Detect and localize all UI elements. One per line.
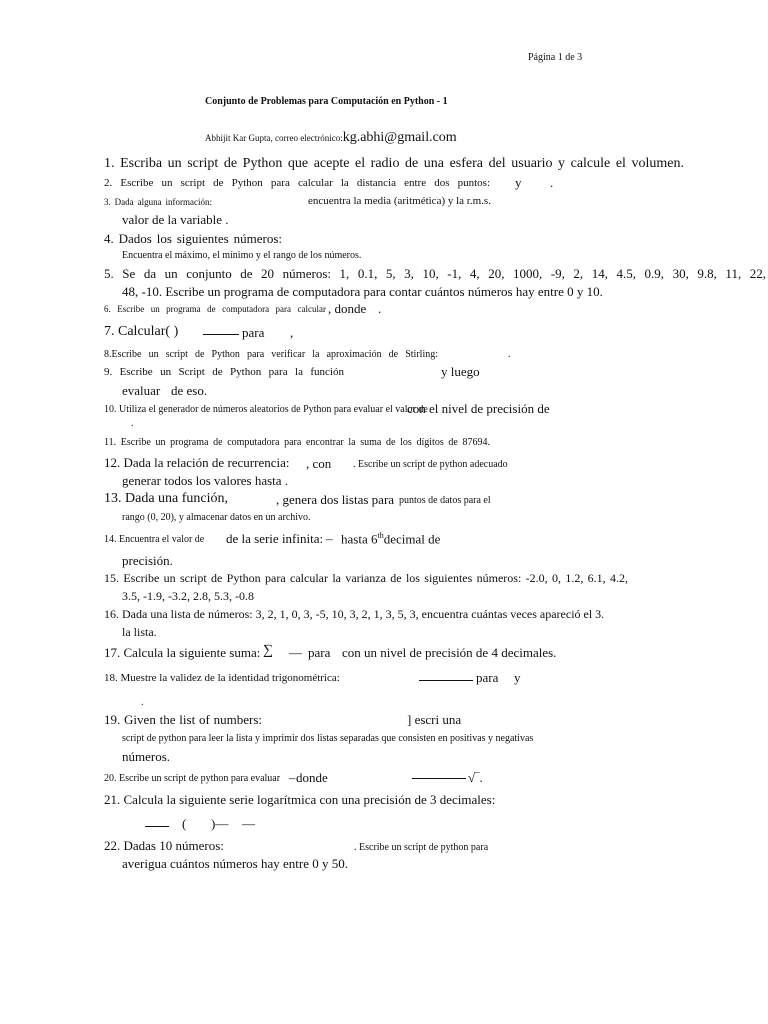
problem-9: 9. Escribe un Script de Python para la función <box>104 366 344 378</box>
problem-15-numbers: 3.5, -1.9, -3.2, 2.8, 5.3, -0.8 <box>122 589 254 603</box>
problem-4-task: Encuentra el máximo, el mínimo y el rango de los números. <box>122 250 362 261</box>
problem-17-dash: — <box>289 645 302 660</box>
problem-21-dash: — <box>242 816 255 831</box>
problem-16: 16. Dada una lista de números: 3, 2, 1, 0, 3, -5, 10, 3, 2, 1, 3, 5, 3, encuentra cuántas veces apareció el 3. <box>104 607 605 621</box>
problem-14-decimal: decimal de <box>383 531 441 547</box>
problem-19-task: script de python para leer la lista y imprimir dos listas separadas que consisten en positivas y negativas <box>122 733 534 744</box>
problem-6-where: , donde <box>328 301 367 316</box>
problem-20-where: donde <box>296 770 328 785</box>
problem-13-lists: , genera dos listas para <box>276 492 395 507</box>
problem-10-end: . <box>131 418 134 429</box>
problem-10-precision: con el nivel de precisión de <box>407 401 550 416</box>
problem-3-variable: valor de la variable . <box>122 212 229 227</box>
problem-15: 15. Escribe un script de Python para calcular la varianza de los siguientes números: -2.0, 0, 1.2, 6.1, 4.2, <box>104 571 628 585</box>
problem-14-series: de la serie infinita: <box>226 531 324 546</box>
problem-14: 14. Encuentra el valor de <box>104 534 205 545</box>
problem-7-for: para <box>242 325 265 340</box>
problem-20: 20. Escribe un script de python para evaluar <box>104 773 281 784</box>
problem-22-task: averigua cuántos números hay entre 0 y 50. <box>122 856 348 871</box>
fraction-bar <box>419 680 473 681</box>
problem-19: 19. Given the list of numbers: <box>104 712 262 727</box>
problem-14-dash: – <box>326 531 333 546</box>
problem-7-comma: , <box>290 325 294 340</box>
problem-12-with: , con <box>306 456 332 471</box>
problem-5-task: 48, -10. Escribe un programa de computadora para contar cuántos números hay entre 0 y 10. <box>122 284 603 299</box>
problem-17-precision: con un nivel de precisión de 4 decimales. <box>342 645 557 660</box>
problem-6: 6. Escribe un programa de computadora para calcular <box>104 304 326 314</box>
problem-13-range: rango (0, 20), y almacenar datos en un archivo. <box>122 512 311 523</box>
problem-3-mean: encuentra la media (aritmética) y la r.m.s. <box>308 195 491 207</box>
problem-21: 21. Calcula la siguiente serie logarítmica con una precisión de 3 decimales: <box>104 792 496 807</box>
problem-21-paren-close: )— <box>211 816 229 831</box>
problem-18-and: y <box>514 670 521 685</box>
problem-21-paren-open: ( <box>182 816 187 831</box>
problem-2-and: y <box>515 175 522 190</box>
document-title: Conjunto de Problemas para Computación en Python - 1 <box>205 96 448 107</box>
problem-9-evaluate: evaluar <box>122 383 161 398</box>
problem-18-for: para <box>476 670 499 685</box>
problem-14-upto-text: hasta 6 <box>341 531 378 547</box>
problem-17: 17. Calcula la siguiente suma: <box>104 645 261 660</box>
problem-5: 5. Se da un conjunto de 20 números: 1, 0.1, 5, 3, 10, -1, 4, 20, 1000, -9, 2, 14, 4.5, 0.9, 30, 9.8, 11, 22, <box>104 266 766 281</box>
problem-2-end: . <box>550 175 554 190</box>
problem-13-points: puntos de datos para el <box>399 495 491 506</box>
problem-7: 7. Calcular( ) <box>104 324 179 339</box>
problem-3: 3. Dada alguna información: <box>104 197 212 207</box>
problem-14-upto <box>341 531 440 547</box>
author-line <box>205 128 457 146</box>
problem-4: 4. Dados los siguientes números: <box>104 231 282 246</box>
problem-1: 1. Escriba un script de Python que acepte el radio de una esfera del usuario y calcule el volumen. <box>104 156 684 171</box>
problem-22: 22. Dadas 10 números: <box>104 838 224 853</box>
problem-8-end: . <box>508 349 511 360</box>
problem-18-end: . <box>141 697 144 708</box>
author-email: kg.abhi@gmail.com <box>342 130 457 145</box>
problem-6-end: . <box>378 301 382 316</box>
problem-18: 18. Muestre la validez de la identidad trigonométrica: <box>104 672 340 684</box>
problem-12-values: generar todos los valores hasta . <box>122 473 289 488</box>
problem-8: 8.Escribe un script de Python para verificar la aproximación de Stirling: <box>104 349 438 360</box>
problem-19-write: ] escri una <box>407 712 462 727</box>
problem-14-sup: th <box>377 531 384 540</box>
fraction-bar <box>412 778 466 779</box>
problem-11: 11. Escribe un programa de computadora para encontrar la suma de los dígitos de 87694. <box>104 437 490 448</box>
problem-12: 12. Dada la relación de recurrencia: <box>104 455 290 470</box>
problem-10: 10. Utiliza el generador de números aleatorios de Python para evaluar el valor de <box>104 404 428 415</box>
fraction-bar <box>145 826 169 827</box>
problem-16-list: la lista. <box>122 625 157 639</box>
problem-12-script: . Escribe un script de python adecuado <box>353 459 508 470</box>
sigma-symbol: ∑ <box>263 643 273 658</box>
problem-19-numbers: números. <box>122 749 171 764</box>
problem-2: 2. Escribe un script de Python para calcular la distancia entre dos puntos: <box>104 177 490 189</box>
problem-22-script: . Escribe un script de python para <box>354 842 489 853</box>
fraction-bar <box>203 334 239 335</box>
problem-9-then: y luego <box>441 364 480 379</box>
author-name: Abhijit Kar Gupta, correo electrónico: <box>205 133 343 143</box>
problem-20-dash: – <box>289 770 296 785</box>
problem-14-precision: precisión. <box>122 553 173 568</box>
problem-20-sqrt: √‾. <box>468 770 483 785</box>
problem-13: 13. Dada una función, <box>104 491 229 506</box>
problem-17-for: para <box>308 645 331 660</box>
page-number: Página 1 de 3 <box>528 52 583 63</box>
problem-9-of-it: de eso. <box>171 383 208 398</box>
